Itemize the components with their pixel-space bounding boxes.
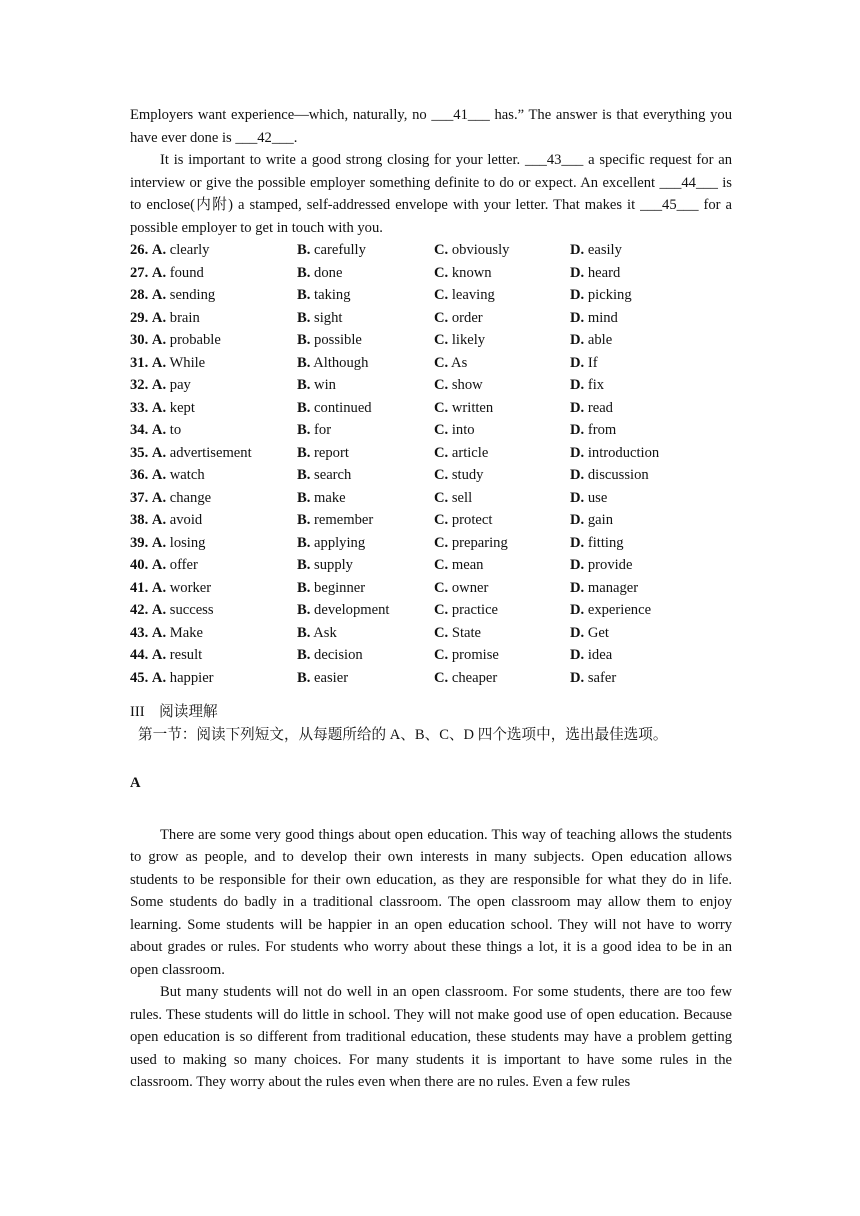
option-d [570,667,732,690]
option-c [434,644,570,667]
option-text: kept [169,399,195,416]
option-d [570,644,732,667]
option-text: likely [451,332,486,348]
option-text: success [169,602,214,618]
option-letter: B. [297,534,311,551]
option-letter: A. [151,489,167,506]
option-a [130,487,297,510]
option-text: watch [169,467,205,483]
option-text: article [451,444,489,461]
option-c [434,464,570,487]
question-number: 27. [130,264,149,281]
option-letter: D. [570,422,585,438]
option-c [434,532,570,555]
option-text: offer [169,557,198,573]
option-c [434,262,570,285]
option-letter: C. [434,557,449,573]
option-letter: C. [434,377,449,393]
option-d [570,397,732,420]
option-text: fix [587,377,605,393]
option-text: pay [169,377,191,393]
option-text: mind [587,309,618,326]
option-letter: B. [297,602,311,618]
option-text: Ask [313,624,337,641]
question-row [130,599,732,622]
option-a [130,464,297,487]
option-c [434,577,570,600]
option-text: losing [169,534,206,551]
option-text: taking [314,287,351,303]
option-b [297,667,434,690]
option-letter: C. [434,264,449,281]
option-letter: D. [570,669,585,686]
question-row [130,419,732,442]
option-b [297,442,434,465]
option-text: idea [587,647,613,663]
question-number: 43. [130,624,149,641]
option-c [434,509,570,532]
option-a [130,554,297,577]
option-letter: C. [434,354,449,371]
question-row [130,577,732,600]
option-letter: B. [297,242,311,258]
question-row [130,644,732,667]
option-text: use [587,489,608,506]
option-letter: A. [151,579,167,596]
option-text: known [451,264,492,281]
option-c [434,622,570,645]
option-c [434,397,570,420]
question-number: 32. [130,377,149,393]
question-number: 39. [130,534,149,551]
option-letter: B. [297,444,311,461]
option-c [434,419,570,442]
option-text: fitting [587,534,624,551]
option-letter: A. [151,354,167,371]
option-text: show [451,377,483,393]
option-b [297,599,434,622]
option-letter: D. [570,624,585,641]
option-letter: C. [434,624,449,641]
option-letter: D. [570,534,585,551]
question-row [130,329,732,352]
option-letter: B. [297,332,311,348]
option-d [570,442,732,465]
option-b [297,622,434,645]
option-letter: A. [151,422,167,438]
question-number: 36. [130,467,149,483]
section-title: III 阅读理解 [130,704,218,720]
option-text: found [169,264,204,281]
option-text: introduction [587,444,660,461]
option-letter: C. [434,309,449,326]
question-number: 45. [130,669,149,686]
option-text: easier [314,669,349,686]
question-number: 26. [130,242,149,258]
option-b [297,644,434,667]
question-row [130,352,732,375]
option-a [130,239,297,262]
option-text: applying [314,534,366,551]
option-text: brain [169,309,200,326]
option-letter: B. [297,399,311,416]
option-letter: A. [151,534,167,551]
option-a [130,622,297,645]
question-number: 28. [130,287,149,303]
option-c [434,599,570,622]
question-row [130,464,732,487]
option-text: sell [451,489,473,506]
question-number: 40. [130,557,149,573]
option-b [297,397,434,420]
question-row [130,442,732,465]
option-text: continued [314,399,372,416]
option-letter: B. [297,669,311,686]
option-c [434,329,570,352]
option-letter: C. [434,242,449,258]
option-text: easily [587,242,622,258]
option-letter: B. [297,557,311,573]
option-b [297,509,434,532]
option-text: development [314,602,390,618]
option-letter: A. [151,512,167,528]
passage-paragraph-1: There are some very good things about open education. This way of teaching allows the students to grow as people, and to develop their own interests in many subjects. Open education allows students to be responsible for their own education, as they are responsible for what they do in life. Some students do badly in a traditional classroom. The open classroom may allow them to enjoy learning. Some students will be happier in an open education school. They will not have to worry about grades or rules. For students who worry about these things a lot, it is a good idea to be in an open classroom. [130,826,732,978]
option-letter: B. [297,467,311,483]
option-letter: D. [570,444,585,461]
option-letter: C. [434,287,449,303]
document-page [130,104,732,1094]
option-letter: D. [570,602,585,618]
option-letter: D. [570,242,585,258]
option-letter: A. [151,602,167,618]
option-letter: B. [297,377,311,393]
passage-paragraph-2: But many students will not do well in an open classroom. For some students, there are too few rules. These students will do little in school. They will not make good use of open education. Because open education is so different from traditional education, these students may have a problem getting used to making so many choices. For many students it is important to have some rules in the classroom. They worry about the rules even when there are no rules. Even a few rules [130,984,732,1090]
option-text: from [587,422,617,438]
option-letter: C. [434,489,449,506]
option-text: report [314,444,349,461]
option-letter: D. [570,377,585,393]
option-letter: C. [434,399,449,416]
option-text: supply [314,557,353,573]
option-text: for [314,422,332,438]
option-text: probable [169,332,221,348]
option-a [130,397,297,420]
option-text: gain [587,512,613,528]
option-a [130,599,297,622]
option-letter: A. [151,309,167,326]
option-d [570,622,732,645]
option-text: into [451,422,475,438]
option-a [130,442,297,465]
option-letter: D. [570,354,585,371]
option-letter: D. [570,309,585,326]
option-letter: B. [297,647,311,663]
option-text: result [169,647,203,663]
question-number: 34. [130,422,149,438]
option-text: obviously [451,242,510,258]
option-text: Get [587,624,609,641]
option-c [434,307,570,330]
intro-paragraph-1: Employers want experience—which, naturally, no ___41___ has.” The answer is that everything you have ever done is ___42___. [130,107,732,146]
option-d [570,599,732,622]
option-text: practice [451,602,499,618]
option-text: possible [314,332,362,348]
option-text: clearly [169,242,210,258]
option-text: worker [169,579,212,596]
option-b [297,239,434,262]
option-text: search [314,467,352,483]
option-letter: A. [151,669,167,686]
option-letter: A. [151,287,167,303]
option-text: remember [314,512,374,528]
option-c [434,554,570,577]
option-text: Although [313,354,369,371]
option-b [297,532,434,555]
option-a [130,419,297,442]
section-instructions: 第一节：阅读下列短文，从每题所给的 A、B、C、D 四个选项中，选出最佳选项。 [138,726,668,743]
option-letter: A. [151,467,167,483]
option-d [570,577,732,600]
option-letter: D. [570,399,585,416]
option-d [570,554,732,577]
option-text: change [169,489,212,506]
option-text: carefully [314,242,366,258]
option-d [570,464,732,487]
option-text: heard [587,264,621,281]
option-c [434,284,570,307]
option-text: to [169,422,182,438]
option-letter: D. [570,332,585,348]
option-letter: C. [434,332,449,348]
option-letter: A. [151,557,167,573]
option-b [297,329,434,352]
option-letter: B. [297,624,311,641]
option-b [297,284,434,307]
option-letter: D. [570,557,585,573]
option-letter: B. [297,579,311,596]
question-row [130,554,732,577]
option-letter: C. [434,467,449,483]
option-text: While [169,354,206,371]
option-a [130,262,297,285]
option-text: Make [169,624,203,641]
option-d [570,487,732,510]
option-text: sight [314,309,343,326]
question-row [130,239,732,262]
option-text: provide [587,557,633,573]
option-letter: B. [297,422,311,438]
option-text: win [314,377,336,393]
option-text: leaving [451,287,495,303]
options-table [130,239,732,689]
option-text: manager [587,579,639,596]
option-d [570,307,732,330]
question-row [130,374,732,397]
option-letter: D. [570,512,585,528]
option-letter: D. [570,264,585,281]
option-text: able [587,332,613,348]
option-b [297,374,434,397]
option-c [434,667,570,690]
option-c [434,374,570,397]
option-letter: D. [570,489,585,506]
option-letter: A. [151,444,167,461]
option-text: If [587,354,598,371]
option-text: done [314,264,343,281]
option-a [130,509,297,532]
option-text: experience [587,602,652,618]
option-d [570,352,732,375]
question-number: 33. [130,399,149,416]
question-number: 31. [130,354,149,371]
option-b [297,464,434,487]
question-row [130,307,732,330]
option-letter: C. [434,602,449,618]
question-row [130,532,732,555]
passage-label: A [130,775,141,791]
option-text: sending [169,287,216,303]
option-c [434,487,570,510]
option-b [297,307,434,330]
option-a [130,577,297,600]
option-letter: A. [151,264,167,281]
option-text: mean [451,557,484,573]
option-text: make [314,489,346,506]
option-text: cheaper [451,669,498,686]
option-text: order [451,309,483,326]
option-letter: C. [434,669,449,686]
option-text: avoid [169,512,203,528]
option-text: State [451,624,482,641]
option-b [297,577,434,600]
option-text: decision [314,647,363,663]
option-letter: B. [297,264,311,281]
option-letter: B. [297,287,311,303]
question-number: 29. [130,309,149,326]
option-letter: A. [151,377,167,393]
option-letter: C. [434,534,449,551]
option-letter: D. [570,467,585,483]
question-row [130,487,732,510]
option-b [297,419,434,442]
option-c [434,442,570,465]
option-d [570,374,732,397]
option-letter: C. [434,512,449,528]
option-text: As [451,354,468,371]
question-row [130,284,732,307]
option-text: promise [451,647,499,663]
question-number: 38. [130,512,149,528]
option-a [130,644,297,667]
option-d [570,419,732,442]
option-a [130,284,297,307]
option-letter: C. [434,422,449,438]
option-letter: B. [297,354,311,371]
option-letter: A. [151,624,167,641]
question-number: 30. [130,332,149,348]
option-text: advertisement [169,444,252,461]
option-text: beginner [314,579,366,596]
option-a [130,532,297,555]
option-text: happier [169,669,214,686]
intro-paragraph-2: It is important to write a good strong closing for your letter. ___43___ a specific request for an interview or give the possible employer something definite to do or expect. An excellent ___44___ is to enclose(内附) a stamped, self-addressed envelope with your letter. That makes it ___45___ for a possible employer to get in touch with you. [130,152,732,236]
option-c [434,239,570,262]
option-b [297,487,434,510]
question-row [130,509,732,532]
option-b [297,554,434,577]
option-text: owner [451,579,489,596]
option-letter: B. [297,512,311,528]
option-letter: D. [570,579,585,596]
question-row [130,397,732,420]
option-a [130,352,297,375]
option-letter: A. [151,332,167,348]
question-number: 37. [130,489,149,506]
option-letter: C. [434,444,449,461]
option-a [130,374,297,397]
option-b [297,262,434,285]
option-letter: D. [570,647,585,663]
option-text: read [587,399,613,416]
option-letter: C. [434,579,449,596]
passage-body [130,824,732,1094]
option-d [570,239,732,262]
option-text: safer [587,669,617,686]
question-number: 35. [130,444,149,461]
option-b [297,352,434,375]
option-a [130,329,297,352]
option-d [570,329,732,352]
option-text: written [451,399,494,416]
option-text: study [451,467,484,483]
option-letter: C. [434,647,449,663]
option-d [570,284,732,307]
option-text: protect [451,512,493,528]
option-d [570,509,732,532]
option-letter: A. [151,399,167,416]
option-text: preparing [451,534,508,551]
option-letter: B. [297,309,311,326]
option-a [130,307,297,330]
option-letter: D. [570,287,585,303]
question-row [130,667,732,690]
option-d [570,532,732,555]
question-row [130,622,732,645]
option-a [130,667,297,690]
option-d [570,262,732,285]
question-number: 41. [130,579,149,596]
option-text: picking [587,287,632,303]
question-number: 42. [130,602,149,618]
option-letter: A. [151,647,167,663]
option-c [434,352,570,375]
option-letter: B. [297,489,311,506]
option-text: discussion [587,467,649,483]
option-letter: A. [151,242,167,258]
question-number: 44. [130,647,149,663]
question-row [130,262,732,285]
